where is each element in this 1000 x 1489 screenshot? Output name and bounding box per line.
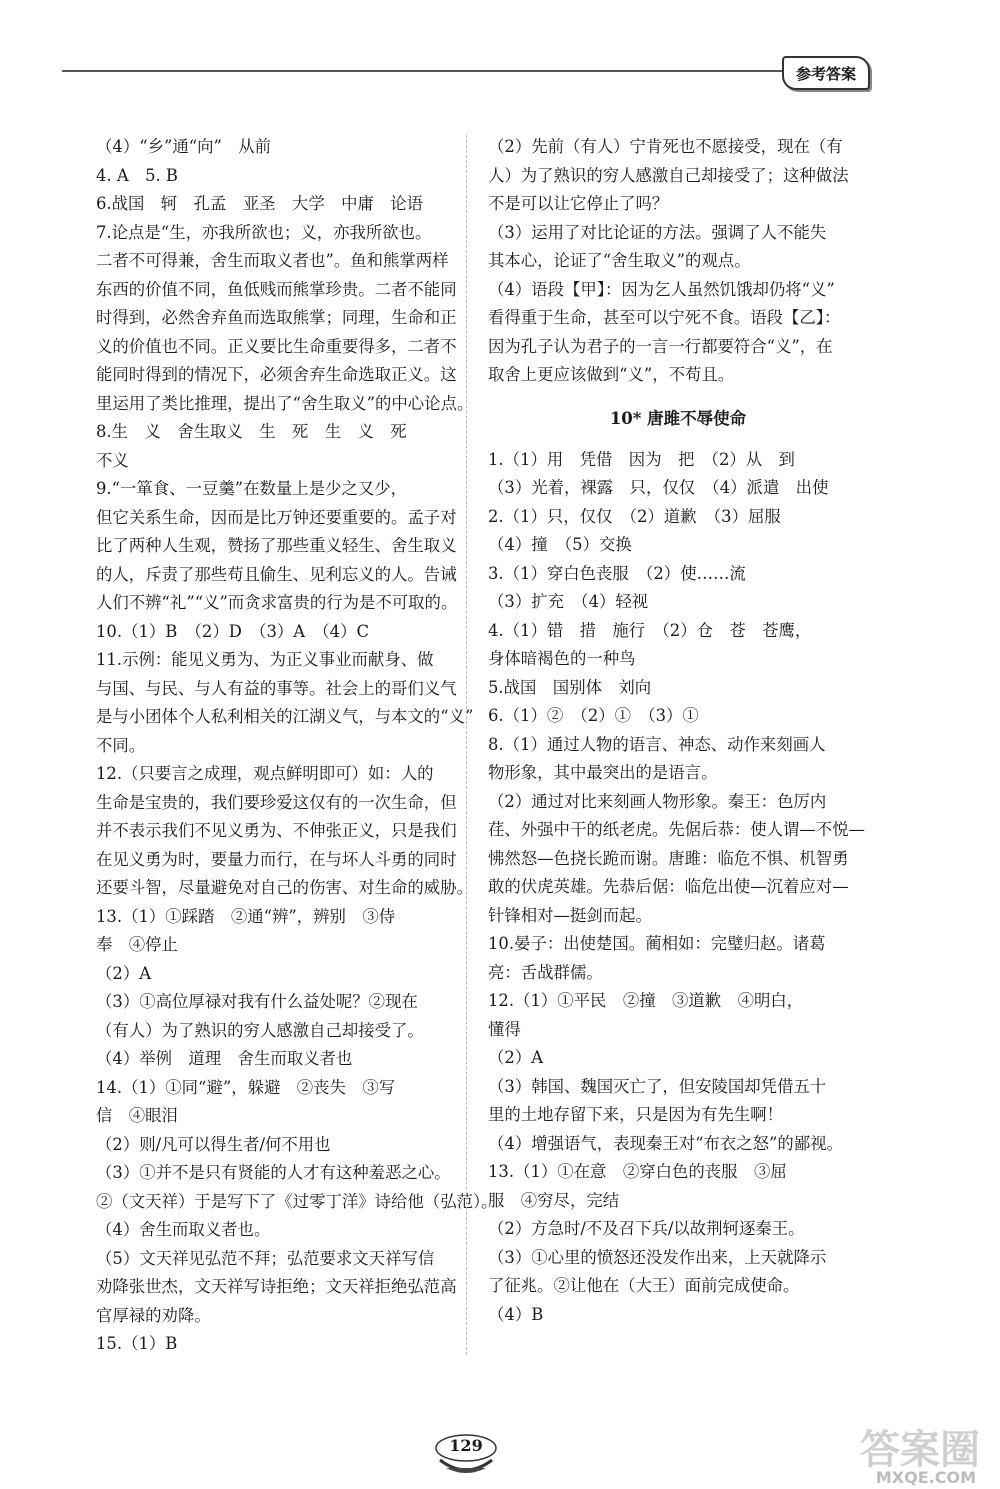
answer-line: 懂得	[488, 1019, 521, 1039]
answer-line: 时得到，必然舍弃鱼而选取熊掌；同理，生命和正	[96, 308, 457, 327]
answer-line: 6.（1）② （2）① （3）①	[488, 706, 699, 725]
answer-line: （3）①高位厚禄对我有什么益处呢？②现在	[96, 992, 418, 1011]
answer-line: 取舍上更应该做到“义”，不苟且。	[488, 365, 735, 384]
answer-line: 不是可以让它停止了吗？	[488, 194, 669, 213]
answer-line: （有人）为了熟识的穷人感激自己却接受了。	[96, 1020, 424, 1040]
answer-line: （2）则/凡可以得生者/何不用也	[96, 1134, 331, 1154]
answer-line: 劝降张世杰，文天祥写诗拒绝；文天祥拒绝弘范高	[96, 1277, 457, 1296]
answer-line: 13.（1）①踩踏 ②通“辨”，辨别 ③侍	[96, 906, 396, 926]
answer-line: （5）文天祥见弘范不拜；弘范要求文天祥写信	[96, 1248, 435, 1268]
answer-line: （4）舍生而取义者也。	[96, 1220, 271, 1239]
answer-line: 8.（1）通过人物的语言、神态、动作来刻画人	[488, 734, 826, 754]
watermark-url: MXQE.COM	[875, 1468, 976, 1487]
answer-line: （3）扩充 （4）轻视	[488, 592, 649, 611]
answer-line: （3）韩国、魏国灭亡了，但安陵国却凭借五十	[488, 1076, 827, 1096]
answer-line: 但它关系生命，因而是比万钟还要重要的。孟子对	[96, 507, 457, 527]
answer-line: （2）先前（有人）宁肯死也不愿接受，现在（有	[488, 137, 843, 156]
answer-line: 物形象，其中最突出的是语言。	[488, 763, 718, 782]
column-divider	[466, 135, 467, 1355]
answer-line: （4）“乡”通“向” 从前	[96, 137, 272, 156]
answer-line: （4）语段【甲】：因为乞人虽然饥饿却仍将“义”	[488, 279, 835, 299]
answer-line: 比了两种人生观，赞扬了那些重义轻生、舍生取义	[96, 536, 457, 555]
answer-line: 二者不可得兼，舍生而取义者也”。鱼和熊掌两样	[96, 251, 449, 270]
answer-line: 13.（1）①在意 ②穿白色的丧服 ③屈	[488, 1162, 787, 1181]
left-column	[96, 133, 498, 1359]
header-rule	[62, 70, 782, 72]
answer-line: 人）为了熟识的穷人感激自己却接受了；这种做法	[488, 165, 849, 185]
answer-line: 6.战国 轲 孔孟 亚圣 大学 中庸 论语	[96, 194, 424, 213]
answer-line: 12.（1）①平民 ②撞 ③道歉 ④明白，	[488, 991, 804, 1010]
answer-line: （4）撞 （5）交换	[488, 535, 632, 554]
answer-line: 的人，斥责了那些苟且偷生、见利忘义的人。告诫	[96, 564, 457, 584]
answer-line: 还要斗智，尽量避免对自己的伤害、对生命的威胁。	[96, 878, 473, 897]
right-column	[488, 133, 868, 1329]
answer-line: 里的土地存留下来，只是因为有先生啊！	[488, 1105, 784, 1124]
reference-answer-badge: 参考答案	[782, 56, 870, 90]
answer-line: 1.（1）用 凭借 因为 把 （2）从 到	[488, 449, 795, 469]
answer-line: 3.（1）穿白色丧服 （2）使……流	[488, 563, 746, 583]
answer-line: 15.（1）B	[96, 1334, 178, 1353]
answer-line: 7.论点是“生，亦我所欲也；义，亦我所欲也。	[96, 222, 432, 242]
answer-line: 是与小团体个人私利相关的江湖义气，与本文的“义”	[96, 707, 474, 726]
answer-line: 荏、外强中干的纸老虎。先倨后恭：使人谓—不悦—	[488, 820, 865, 839]
answer-line: 12.（只要言之成理，观点鲜明即可）如：人的	[96, 764, 434, 783]
answer-line: 不义	[96, 450, 129, 470]
answer-line: （3）光着，裸露 只，仅仅 （4）派遣 出使	[488, 478, 829, 497]
answer-line: 怫然怒—色挠长跪而谢。唐雎：临危不惧、机智勇	[488, 848, 849, 868]
answer-line: 信 ④眼泪	[96, 1106, 178, 1125]
page-number: 129	[449, 1436, 483, 1455]
answer-line: 了征兆。②让他在（大王）面前完成使命。	[488, 1276, 800, 1295]
answer-line: 能同时得到的情况下，必须舍弃生命选取正义。这	[96, 365, 457, 384]
answer-line: 敢的伏虎英雄。先恭后倨：临危出使—沉着应对—	[488, 877, 849, 896]
answer-line: 东西的价值不同，鱼低贱而熊掌珍贵。二者不能同	[96, 279, 457, 299]
answer-line: 8.生 义 舍生取义 生 死 生 义 死	[96, 422, 407, 441]
answer-line: （3）①并不是只有贤能的人才有这种羞恶之心。	[96, 1163, 451, 1182]
answer-line: 10.（1）B （2）D （3）A （4）C	[96, 621, 370, 641]
answer-line: 其本心，论证了“舍生取义”的观点。	[488, 251, 751, 270]
answer-line: 亮：舌战群儒。	[488, 962, 603, 982]
answer-line: 在见义勇为时，要量力而行，在与坏人斗勇的同时	[96, 849, 457, 869]
answer-line: （2）A	[96, 963, 152, 983]
answer-line: （4）举例 道理 舍生而取义者也	[96, 1049, 353, 1068]
answer-line: 5.战国 国别体 刘向	[488, 677, 652, 697]
answer-line: 2.（1）只，仅仅 （2）道歉 （3）屈服	[488, 506, 781, 526]
answer-line: 11.示例：能见义勇为、为正义事业而献身、做	[96, 650, 434, 669]
answer-line: 看得重于生命，甚至可以宁死不食。语段【乙】：	[488, 308, 841, 327]
answer-line: 里运用了类比推理，提出了“舍生取义”的中心论点。	[96, 393, 474, 413]
answer-line: 不同。	[96, 735, 146, 755]
answer-line: （3）①心里的愤怒还没发作出来，上天就降示	[488, 1247, 827, 1267]
section-heading: 10* 唐雎不辱使命	[609, 408, 747, 428]
answer-line: 4. A 5. B	[96, 165, 178, 185]
answer-line: 因为孔子认为君子的一言一行都要符合“义”，在	[488, 336, 833, 356]
answer-line: 针锋相对—挺剑而起。	[488, 905, 652, 925]
answer-line: （3）运用了对比论证的方法。强调了人不能失	[488, 222, 827, 242]
answer-line: ②（文天祥）于是写下了《过零丁洋》诗给他（弘范）。	[96, 1191, 498, 1211]
answer-line: 14.（1）①同“避”，躲避 ②丧失 ③写	[96, 1077, 396, 1097]
answer-line: （2）方急时/不及召下兵/以故荆轲逐秦王。	[488, 1219, 805, 1238]
page-number-emblem	[426, 1432, 506, 1482]
answer-line: 奉 ④停止	[96, 935, 178, 954]
answer-line: 与国、与民、与人有益的事等。社会上的哥们义气	[96, 678, 457, 698]
answer-line: 9.“一箪食、一豆羹”在数量上是少之又少，	[96, 479, 408, 498]
answer-line: 10.晏子：出使楚国。蔺相如：完璧归赵。诸葛	[488, 934, 826, 953]
answer-line: 身体暗褐色的一种鸟	[488, 649, 636, 668]
watermark-logo: 答案圈	[860, 1427, 980, 1473]
answer-line: 人们不辨“礼”“义”而贪求富贵的行为是不可取的。	[96, 593, 458, 612]
answer-line: 服 ④穷尽，完结	[488, 1190, 620, 1210]
answer-line: （2）A	[488, 1048, 544, 1067]
answer-line: 4.（1）错 措 施行 （2）仓 苍 苍鹰，	[488, 620, 812, 640]
answer-line: 并不表示我们不见义勇为、不伸张正义，只是我们	[96, 821, 457, 840]
answer-line: 义的价值也不同。正义要比生命重要得多，二者不	[96, 336, 457, 356]
answer-line: （4）B	[488, 1304, 544, 1324]
answer-line: （2）通过对比来刻画人物形象。秦王：色厉内	[488, 791, 827, 811]
answer-line: 生命是宝贵的，我们要珍爱这仅有的一次生命，但	[96, 792, 457, 812]
answer-line: 官厚禄的劝降。	[96, 1305, 211, 1325]
answer-line: （4）增强语气，表现秦王对“布衣之怒”的鄙视。	[488, 1133, 843, 1153]
